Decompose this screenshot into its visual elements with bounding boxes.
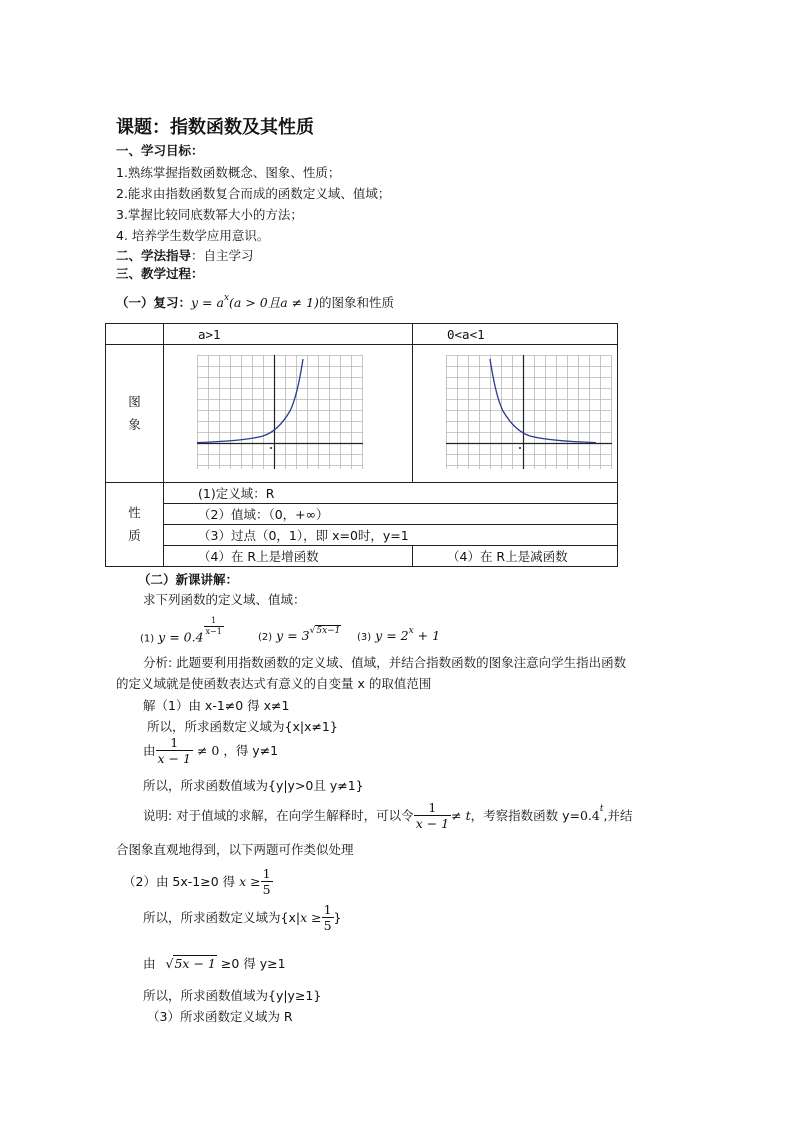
problem-3 — [357, 628, 440, 644]
row-label-props-1: 性 — [128, 505, 141, 520]
goal-item: 1.熟练掌握指数函数概念、图象、性质； — [116, 165, 341, 180]
note-expr-exp: t — [599, 804, 604, 815]
solution-2-a-num: 1 — [262, 866, 271, 881]
solution-2-a-fraction — [261, 866, 273, 897]
solution-1-b: 所以，所求函数定义域为{x|x≠1} — [147, 719, 338, 734]
note-mid: ，考察指数函数 y= — [470, 808, 580, 823]
solution-2-b-post: } — [333, 910, 342, 925]
problem-2-exp-radicand: 5x−1 — [316, 626, 341, 636]
solution-2-b-num: 1 — [323, 902, 332, 917]
solution-2-d: 所以，所求函数值域为{y|y≥1} — [143, 988, 322, 1003]
solution-2-c-pre: 由 — [143, 956, 156, 971]
review-formula-y: y = a — [191, 295, 224, 310]
section-method-text: ：自主学习 — [191, 248, 254, 263]
prop-fixed-point: （3）过点（0，1），即 x=0时，y=1 — [164, 525, 618, 546]
problem-3-tail: + 1 — [413, 628, 441, 643]
solution-1-d: 所以，所求函数值域为{y|y>0且 y≠1} — [143, 778, 364, 793]
note-line-2: 合图象直观地得到，以下两题可作类似处理 — [116, 842, 354, 857]
problem-1-exp-den: x−1 — [205, 626, 222, 636]
new-lesson-intro: 求下列函数的定义域、值域： — [143, 592, 306, 607]
solution-2-a — [123, 866, 273, 897]
section-method — [116, 248, 254, 263]
grid — [446, 355, 612, 469]
graph-cell-decreasing — [413, 345, 618, 483]
problem-3-base: y = 2 — [375, 628, 409, 643]
note-pre: 说明: 对于值域的求解，在向学生解释时，可以令 — [143, 808, 414, 823]
graph-increasing — [197, 355, 363, 469]
note-neq: ≠ t — [451, 808, 471, 823]
solution-2-c — [143, 955, 286, 971]
curve-increasing — [197, 359, 303, 443]
analysis-line-1: 分析: 此题要利用指数函数的定义域、值域，并结合指数函数的图象注意向学生指出函数 — [143, 655, 627, 670]
note-post: ,并结 — [603, 808, 633, 823]
solution-1-c-num: 1 — [156, 735, 193, 751]
problem-1-exponent — [204, 616, 224, 636]
section-method-heading: 二、学法指导 — [116, 248, 192, 263]
problem-2 — [258, 628, 341, 644]
row-label-graph-2: 象 — [128, 416, 141, 432]
row-label-graph-1: 图 — [128, 394, 141, 409]
solution-2-a-var: x ≥ — [239, 874, 261, 889]
solution-2-b-den: 5 — [323, 918, 332, 933]
review-formula-exp: x — [223, 293, 230, 303]
review-table — [105, 323, 618, 567]
graph-decreasing — [446, 355, 612, 469]
problem-1-base: y = 0.4 — [158, 629, 204, 645]
solution-1-c-fraction — [156, 735, 193, 766]
row-label-props-2: 质 — [128, 527, 141, 543]
review-suffix: 的图象和性质 — [318, 295, 394, 310]
col-header-a-lt-1: 0<a<1 — [413, 324, 618, 345]
row-label-props — [106, 483, 164, 567]
solution-1-c-neq: ≠ 0 — [196, 743, 220, 758]
solution-1-c-post: ，得 y≠1 — [223, 743, 279, 758]
prop-decreasing: （4）在 R上是减函数 — [413, 546, 618, 567]
problem-2-label: (2) — [258, 632, 273, 643]
solution-1-a: 解（1）由 x-1≠0 得 x≠1 — [143, 698, 290, 713]
review-heading-line — [116, 295, 394, 311]
solution-2-b-var: x ≥ — [300, 910, 322, 925]
corner-cell — [106, 324, 164, 345]
problem-1-label: (1) — [140, 633, 155, 645]
solution-3-a: （3）所求函数定义域为 R — [147, 1009, 293, 1024]
new-lesson-heading: （二）新课讲解： — [138, 572, 239, 587]
review-heading: （一）复习： — [116, 295, 192, 310]
curve-decreasing — [490, 359, 596, 443]
review-formula-cond: (a > 0且a ≠ 1) — [229, 295, 319, 310]
problem-3-exponent: x — [408, 626, 414, 636]
prop-domain: (1)定义域：R — [164, 483, 618, 504]
problem-2-exponent: √5x−1 — [309, 626, 341, 636]
analysis-line-2: 的定义域就是使函数表达式有意义的自变量 x 的取值范围 — [116, 676, 432, 691]
solution-2-a-pre: （2）由 5x-1≥0 得 — [123, 874, 236, 889]
prop-increasing: （4）在 R上是增函数 — [164, 546, 413, 567]
note-line-1 — [143, 800, 632, 831]
col-header-a-gt-1: a>1 — [164, 324, 413, 345]
solution-1-c-pre: 由 — [143, 743, 156, 758]
problem-1-exp-num: 1 — [204, 616, 224, 627]
origin-mark — [519, 447, 521, 449]
solution-2-c-post: ≥0 得 y≥1 — [220, 956, 286, 971]
section-process-heading: 三、教学过程： — [116, 266, 204, 281]
sqrt-icon: √ — [165, 956, 174, 971]
prop-range: （2）值域：（0，+∞） — [164, 504, 618, 525]
problem-1 — [140, 616, 224, 648]
note-num: 1 — [414, 800, 451, 816]
problem-2-base: y = 3 — [276, 628, 310, 643]
note-expr: 0.4 — [579, 808, 600, 823]
note-den: x − 1 — [415, 816, 450, 831]
solution-2-b-fraction — [322, 902, 334, 933]
row-label-graph — [106, 345, 164, 483]
solution-2-c-radicand: 5x − 1 — [174, 956, 216, 971]
goal-item: 3.掌握比较同底数幂大小的方法； — [116, 207, 303, 222]
origin-mark — [270, 447, 272, 449]
page-title: 课题：指数函数及其性质 — [116, 117, 314, 138]
goal-item: 2.能求由指数函数复合而成的函数定义域、值域； — [116, 186, 391, 201]
goal-item: 4. 培养学生数学应用意识。 — [116, 228, 270, 243]
grid — [197, 355, 363, 469]
problem-3-label: (3) — [357, 632, 372, 643]
solution-1-c-den: x − 1 — [157, 751, 191, 766]
solution-2-a-den: 5 — [262, 882, 271, 897]
note-fraction — [414, 800, 451, 831]
solution-2-b-pre: 所以，所求函数定义域为{x| — [143, 910, 301, 925]
graph-cell-increasing — [164, 345, 413, 483]
solution-1-c — [143, 735, 278, 766]
solution-2-b — [143, 902, 341, 933]
section-learning-goals-heading: 一、学习目标： — [116, 143, 204, 158]
